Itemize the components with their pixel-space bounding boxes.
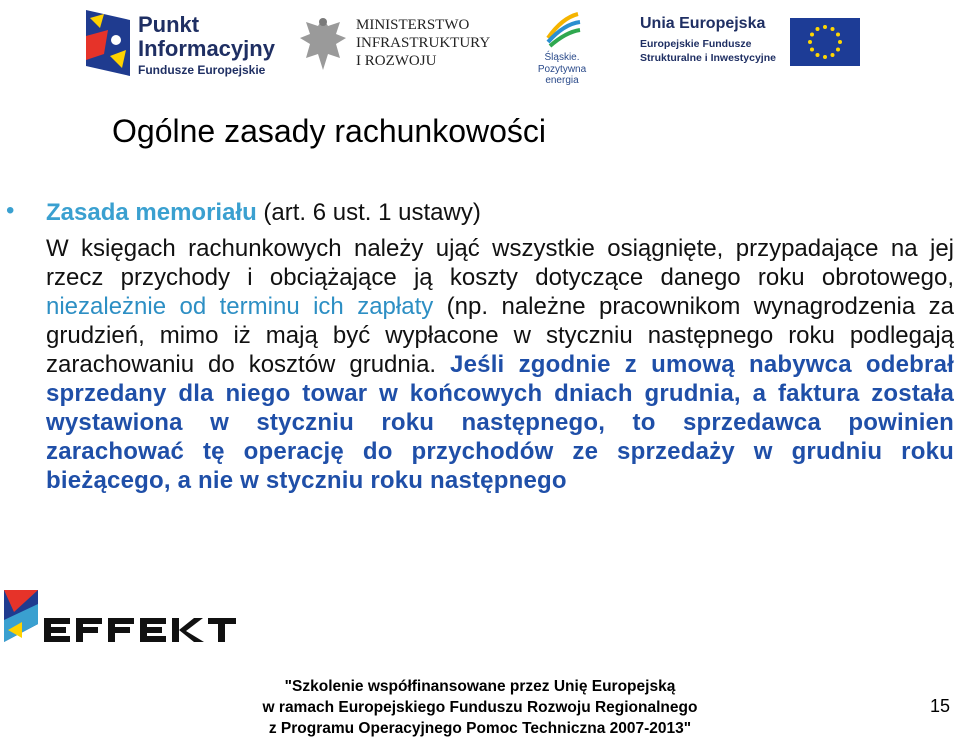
eu-line2: Europejskie Fundusze: [640, 38, 752, 50]
body-part3: (np. należne pracownikom wynagrodzenia za grudzień, mimo iż mają być wypłacone w styczniu następnego roku podlegają zarachowaniu do kosztów grudnia.: [46, 293, 954, 378]
body-paragraph: [46, 234, 954, 495]
eu-logo: [640, 14, 865, 74]
footer-line1: "Szkolenie współfinansowane przez Unię Europejską: [284, 678, 676, 695]
subhead-rest: (art. 6 ust. 1 ustawy): [256, 199, 481, 226]
body-example-bold: Jeśli zgodnie z umową nabywca odebrał sprzedany dla niego towar w końcowych dniach grudnia, a faktura została wystawiona w styczniu roku następnego, to sprzedawca powinien zarachować tę operację do przychodów ze sprzedaży w grudniu roku bieżącego, a nie w styczniu roku następnego: [46, 351, 955, 494]
punkt-informacyjny-logo: [86, 8, 275, 80]
bullet-marker: •: [6, 197, 15, 224]
pif-line2: Informacyjny: [138, 36, 275, 61]
slaskie-logo: [522, 8, 602, 86]
slide-title: Ogólne zasady rachunkowości: [112, 113, 547, 149]
body-part1: W księgach rachunkowych należy ująć wszystkie osiągnięte, przypadające na jej rzecz przychody i obciążające ją koszty dotyczące danego roku obrotowego,: [46, 235, 954, 291]
ministry-logo: [298, 14, 491, 74]
ministry-line3: I ROZWOJU: [356, 53, 437, 69]
subhead-highlight: Zasada memoriału: [46, 199, 257, 226]
slaskie-line1: Śląskie.: [544, 52, 580, 63]
footer-line2: w ramach Europejskiego Funduszu Rozwoju Regionalnego: [262, 699, 698, 716]
effekt-logo: [4, 590, 250, 646]
body-highlight-payment: niezależnie od terminu ich zapłaty: [46, 293, 434, 320]
eu-line3: Strukturalne i Inwestycyjne: [640, 52, 776, 64]
footer-note: [0, 676, 960, 739]
pif-line3: Fundusze Europejskie: [138, 63, 266, 77]
eagle-emblem-icon: [298, 14, 348, 74]
slaskie-swirl-icon: [542, 8, 582, 48]
ministry-line2: INFRASTRUKTURY: [356, 35, 491, 51]
eu-flag-icon: [790, 18, 860, 66]
footer-line3: z Programu Operacyjnego Pomoc Techniczna 2007-2013": [268, 720, 692, 737]
bullet-heading: [46, 199, 481, 227]
slaskie-line2: Pozytywna energia: [537, 64, 587, 86]
eu-line1: Unia Europejska: [640, 15, 766, 32]
ministry-line1: MINISTERSTWO: [356, 17, 470, 33]
pif-line1: Punkt: [138, 12, 200, 37]
page-number: 15: [930, 696, 951, 716]
pif-emblem-icon: [86, 10, 130, 76]
